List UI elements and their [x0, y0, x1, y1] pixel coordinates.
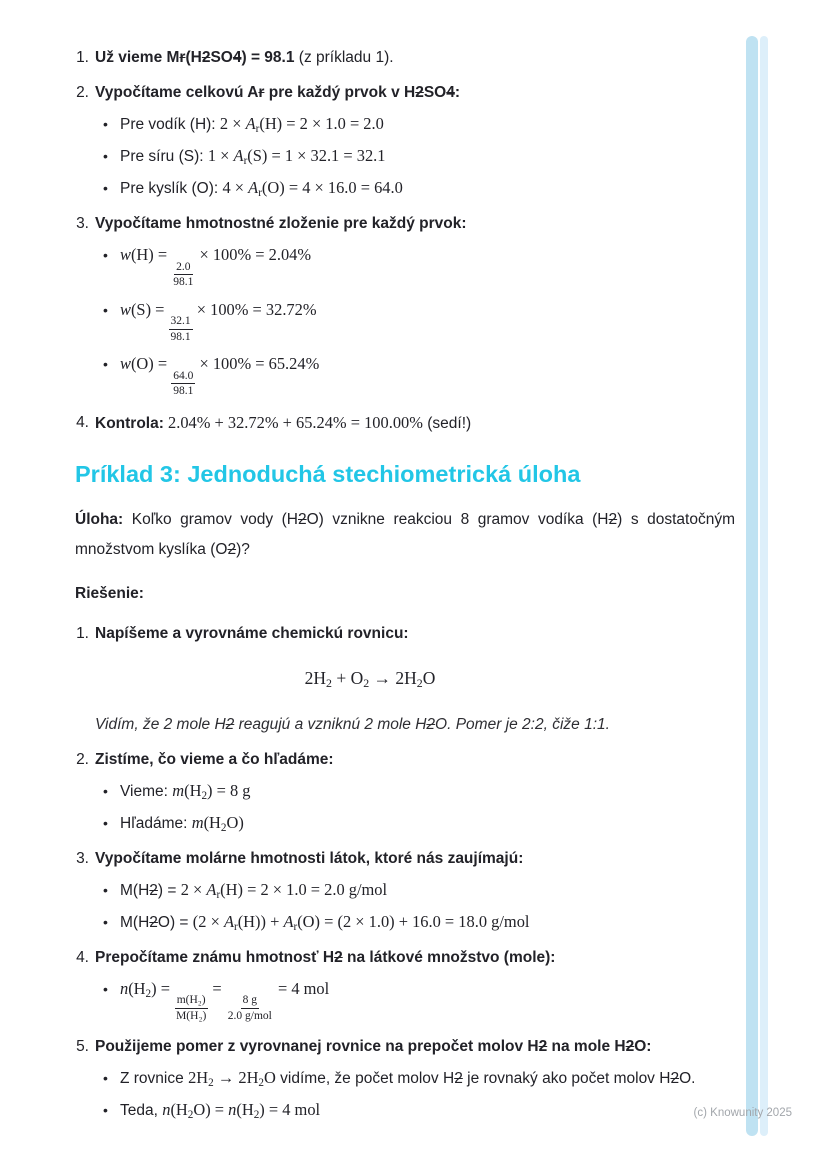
fraction-numerator: m(H₂) — [175, 993, 208, 1008]
math-expression — [120, 978, 330, 1022]
fraction-denominator: 98.1 — [170, 330, 191, 343]
math-expression — [120, 354, 320, 398]
math-text: (H) = 2 × 1.0 = 2.0 — [259, 114, 384, 133]
item-number: 1. — [76, 49, 89, 66]
text-run: ) s dostatočným množstvom kyslíka (O — [75, 510, 735, 558]
math-text: A — [245, 114, 256, 133]
struck-subscript: 2 — [625, 1038, 635, 1056]
math-text: A — [248, 178, 259, 197]
item-number: 4. — [76, 413, 89, 431]
text-run: ) = 98.1 — [241, 49, 295, 66]
struck-subscript: 4 — [446, 84, 455, 101]
numbered-item — [75, 47, 735, 69]
paragraph — [75, 505, 735, 565]
numbered-item — [75, 82, 735, 104]
text-run: SO — [210, 49, 233, 66]
bullet-item — [75, 911, 735, 934]
subscript: 2 — [201, 789, 208, 802]
bullet-dot: • — [103, 148, 108, 164]
math-expression — [120, 299, 317, 343]
subscript: 2 — [187, 1108, 194, 1121]
math-expression — [188, 1068, 276, 1087]
text-run: O: — [634, 1038, 652, 1056]
math-expression — [220, 114, 384, 133]
bullet-item — [75, 812, 735, 835]
numbered-item — [75, 749, 735, 771]
math-text: → 2H — [369, 667, 417, 688]
math-text: O) — [226, 812, 244, 832]
bullet-dot: • — [103, 180, 108, 196]
text-run: Hľadáme: — [120, 814, 192, 832]
math-text: (S) = 1 × 32.1 = 32.1 — [247, 146, 386, 165]
struck-subscript: 2 — [227, 540, 237, 558]
fraction — [171, 260, 195, 290]
item-text — [95, 47, 735, 69]
item-text — [95, 1036, 735, 1058]
math-text: × 100% = 65.24% — [195, 354, 320, 374]
math-text: n — [228, 1100, 237, 1120]
bullet-item — [75, 244, 735, 290]
text-run: Pre kyslík (O): — [120, 180, 223, 197]
math-text: 2H — [188, 1068, 209, 1088]
bullet-dot: • — [103, 980, 108, 997]
note-text — [75, 714, 735, 736]
text-run: (H — [185, 49, 202, 66]
section-heading — [75, 459, 735, 489]
math-text: (S) = — [130, 299, 169, 319]
item-text — [95, 749, 735, 771]
math-expression — [305, 668, 436, 688]
math-text: 1 × — [207, 146, 234, 165]
bullet-item — [75, 177, 735, 200]
math-expression — [222, 178, 402, 197]
bullet-text — [120, 812, 735, 835]
struck-subscript: 2 — [426, 715, 436, 733]
text-run: Zistíme, čo vieme a čo hľadáme: — [95, 750, 334, 768]
math-text: n — [120, 978, 129, 998]
math-text: m — [172, 780, 185, 800]
item-number: 5. — [76, 1038, 89, 1056]
item-text — [95, 947, 735, 969]
fraction-numerator: 32.1 — [169, 314, 193, 329]
bullet-text — [120, 299, 735, 345]
text-run: Napíšeme a vyrovnáme chemickú rovnicu: — [95, 624, 409, 642]
numbered-item — [75, 947, 735, 969]
fraction — [171, 369, 195, 399]
struck-subscript: 2 — [201, 49, 211, 66]
struck-subscript: 2 — [538, 1038, 548, 1056]
fraction-numerator: 8 g — [241, 993, 259, 1008]
text-run: O) = — [157, 913, 193, 931]
fraction-denominator: M(H₂) — [176, 1009, 207, 1022]
item-number: 3. — [76, 849, 89, 867]
numbered-item — [75, 848, 735, 870]
math-text: O — [264, 1068, 276, 1088]
numbered-item — [75, 1036, 735, 1058]
right-accent-bar-light — [760, 36, 768, 1136]
bullet-text — [120, 177, 735, 200]
math-text: (O) = — [130, 354, 172, 374]
text-run: (z príkladu 1). — [294, 49, 394, 66]
item-number: 4. — [76, 948, 89, 966]
math-text: m — [191, 812, 204, 832]
paragraph — [75, 579, 735, 609]
struck-subscript: r — [179, 49, 186, 66]
struck-subscript: 4 — [232, 49, 242, 66]
text-run: )? — [236, 540, 250, 558]
bullet-item — [75, 145, 735, 168]
math-text: × 100% = 2.04% — [195, 245, 312, 264]
subscript: 2 — [363, 675, 370, 690]
bullet-text — [120, 1067, 735, 1090]
struck-subscript: 2 — [297, 510, 307, 528]
math-text: + O — [331, 667, 364, 688]
right-accent-bar — [746, 36, 758, 1136]
text-run: Vieme: — [120, 782, 173, 800]
subscript: r — [216, 888, 221, 901]
bullet-text — [120, 145, 735, 168]
subscript: r — [233, 920, 238, 933]
bullet-item — [75, 353, 735, 399]
bullet-text — [120, 911, 735, 934]
bullet-text — [120, 1099, 735, 1122]
text-run: Príklad 3: Jednoduchá stechiometrická úloha — [75, 460, 581, 487]
subscript: 2 — [208, 1076, 214, 1089]
struck-subscript: 2 — [608, 510, 618, 528]
item-text — [95, 412, 735, 435]
text-run: Z rovnice — [120, 1070, 189, 1088]
struck-subscript: 2 — [334, 948, 343, 966]
struck-subscript: 2 — [454, 1070, 463, 1088]
text-run: Riešenie: — [75, 584, 144, 602]
math-expression — [193, 912, 530, 931]
math-text: (H) = — [130, 245, 172, 264]
math-text: 4 × — [222, 178, 249, 197]
item-number: 3. — [76, 215, 89, 232]
math-text: A — [283, 911, 294, 931]
text-run: Koľko gramov vody (H — [123, 510, 298, 528]
subscript: 2 — [416, 675, 423, 690]
bullet-item — [75, 978, 735, 1024]
math-expression — [181, 880, 387, 899]
subscript: 2 — [220, 821, 227, 834]
bullet-item — [75, 879, 735, 902]
text-run: O. Pomer je 2:2, čiže 1:1. — [435, 715, 610, 733]
bullet-dot: • — [103, 1102, 108, 1119]
subscript: 2 — [145, 987, 152, 1000]
numbered-item — [75, 623, 735, 645]
math-text: (H — [128, 978, 146, 998]
math-text: w — [120, 245, 131, 264]
bullet-dot: • — [103, 913, 108, 930]
text-run: Vidím, že 2 mole H — [95, 715, 226, 733]
subscript: r — [243, 154, 248, 167]
math-text: (H — [184, 780, 202, 800]
chemical-equation — [75, 667, 735, 690]
numbered-item — [75, 213, 735, 235]
item-text — [95, 82, 735, 104]
math-text: ) = 8 g — [207, 780, 251, 800]
math-text: 2 × — [180, 879, 207, 899]
bullet-text — [120, 113, 735, 136]
math-text: = 4 mol — [273, 978, 330, 998]
bullet-text — [120, 978, 735, 1024]
math-expression — [120, 245, 312, 289]
struck-subscript: 2 — [149, 913, 158, 931]
fraction-denominator: 98.1 — [173, 385, 194, 398]
subscript: 2 — [258, 1076, 264, 1089]
subscript: 2 — [253, 1108, 260, 1121]
bullet-dot: • — [103, 881, 108, 898]
text-run: M(H — [120, 881, 150, 899]
text-run: Teda, — [120, 1102, 163, 1120]
item-text — [95, 848, 735, 870]
subscript: r — [255, 122, 260, 135]
struck-subscript: 2 — [225, 715, 235, 733]
bullet-text — [120, 244, 735, 290]
bullet-dot: • — [103, 356, 108, 373]
text-run: Použijeme pomer z vyrovnanej rovnice na prepočet molov H — [95, 1038, 539, 1056]
bullet-text — [120, 780, 735, 803]
bullet-text — [120, 879, 735, 902]
math-expression — [164, 413, 423, 432]
math-text: → 2H — [213, 1068, 259, 1088]
fraction-denominator: 2.0 g/mol — [227, 1009, 272, 1022]
math-text: 2.04% + 32.72% + 65.24% = 100.00% — [163, 412, 423, 432]
fraction — [174, 993, 208, 1023]
math-expression — [172, 781, 250, 800]
math-text: × 100% = 32.72% — [192, 299, 317, 319]
math-text: A — [206, 879, 217, 899]
math-text: w — [120, 354, 131, 374]
math-text: n — [162, 1100, 171, 1120]
math-text: A — [233, 146, 244, 165]
fraction-numerator: 2.0 — [174, 260, 192, 275]
fraction — [169, 314, 193, 344]
text-run: ) = — [157, 881, 181, 899]
bullet-text — [120, 353, 735, 399]
bullet-dot: • — [103, 301, 108, 318]
text-run: Pre vodík (H): — [120, 116, 220, 133]
math-expression — [208, 146, 386, 165]
math-text: (H) = 2 × 1.0 = 2.0 g/mol — [220, 879, 388, 899]
math-text: O) = — [193, 1100, 229, 1120]
math-text: (H — [170, 1100, 188, 1120]
math-text: = — [208, 978, 226, 998]
math-expression — [192, 813, 244, 832]
math-expression — [162, 1100, 320, 1119]
bullet-dot: • — [103, 116, 108, 132]
bullet-item — [75, 780, 735, 803]
text-run: pre každý prvok v H — [264, 84, 416, 101]
bullet-dot: • — [103, 247, 108, 263]
math-text: (H — [203, 812, 221, 832]
math-text: (H — [236, 1100, 254, 1120]
text-run: je rovnaký ako počet molov H — [462, 1070, 671, 1088]
math-text: w — [120, 299, 131, 319]
math-text: ) = — [151, 978, 175, 998]
bullet-item — [75, 1067, 735, 1090]
text-run: Prepočítame známu hmotnosť H — [95, 948, 335, 966]
struck-subscript: 2 — [670, 1070, 680, 1088]
text-run: SO — [423, 84, 447, 101]
text-run: : — [454, 84, 461, 101]
item-text — [95, 623, 735, 645]
text-run: Kontrola: — [95, 414, 164, 432]
math-text: A — [223, 911, 234, 931]
item-number: 2. — [76, 84, 89, 101]
subscript: 2 — [326, 675, 332, 690]
bullet-dot: • — [103, 814, 108, 831]
text-run: O. — [679, 1070, 696, 1088]
text-run: Vypočítame molárne hmotnosti látok, ktoré nás zaujímajú: — [95, 849, 524, 867]
text-run: Už vieme M — [95, 49, 180, 66]
text-run: Úloha: — [75, 510, 124, 528]
text-run: na mole H — [547, 1038, 626, 1056]
bullet-dot: • — [103, 782, 108, 799]
text-run: M(H — [120, 913, 150, 931]
math-text: (O) = 4 × 16.0 = 64.0 — [261, 178, 403, 197]
text-run: reagujú a vzniknú 2 mole H — [234, 715, 427, 733]
footer-credit: (c) Knowunity 2025 — [693, 1107, 792, 1119]
bullet-item — [75, 299, 735, 345]
struck-subscript: 2 — [149, 881, 158, 899]
document-content — [75, 34, 735, 1131]
text-run: (sedí!) — [422, 414, 472, 432]
subscript: r — [258, 186, 262, 199]
bullet-item — [75, 113, 735, 136]
numbered-item — [75, 412, 735, 435]
fraction-denominator: 98.1 — [173, 276, 194, 289]
text-run: O) vznikne reakciou 8 gramov vodíka (H — [306, 510, 609, 528]
math-text: 2 × — [219, 114, 246, 133]
bullet-dot: • — [103, 1070, 108, 1087]
item-text — [95, 213, 735, 235]
text-run: Vypočítame hmotnostné zloženie pre každý prvok: — [95, 215, 467, 232]
fraction-numerator: 64.0 — [171, 369, 195, 384]
struck-subscript: r — [258, 84, 265, 101]
math-text: (O) = (2 × 1.0) + 16.0 = 18.0 g/mol — [297, 911, 530, 931]
math-text: 2H — [304, 667, 327, 688]
bullet-item — [75, 1099, 735, 1122]
item-number: 1. — [76, 624, 89, 642]
text-run: Pre síru (S): — [120, 148, 208, 165]
math-text: (2 × — [192, 911, 224, 931]
math-text: O — [422, 667, 436, 688]
subscript: r — [293, 920, 298, 933]
item-number: 2. — [76, 750, 89, 768]
text-run: vidíme, že počet molov H — [275, 1070, 455, 1088]
fraction — [226, 993, 274, 1023]
math-text: (H)) + — [237, 911, 284, 931]
math-text: ) = 4 mol — [259, 1100, 321, 1120]
text-run: na látkové množstvo (mole): — [342, 948, 556, 966]
struck-subscript: 2 — [415, 84, 424, 101]
text-run: Vypočítame celkovú A — [95, 84, 259, 101]
